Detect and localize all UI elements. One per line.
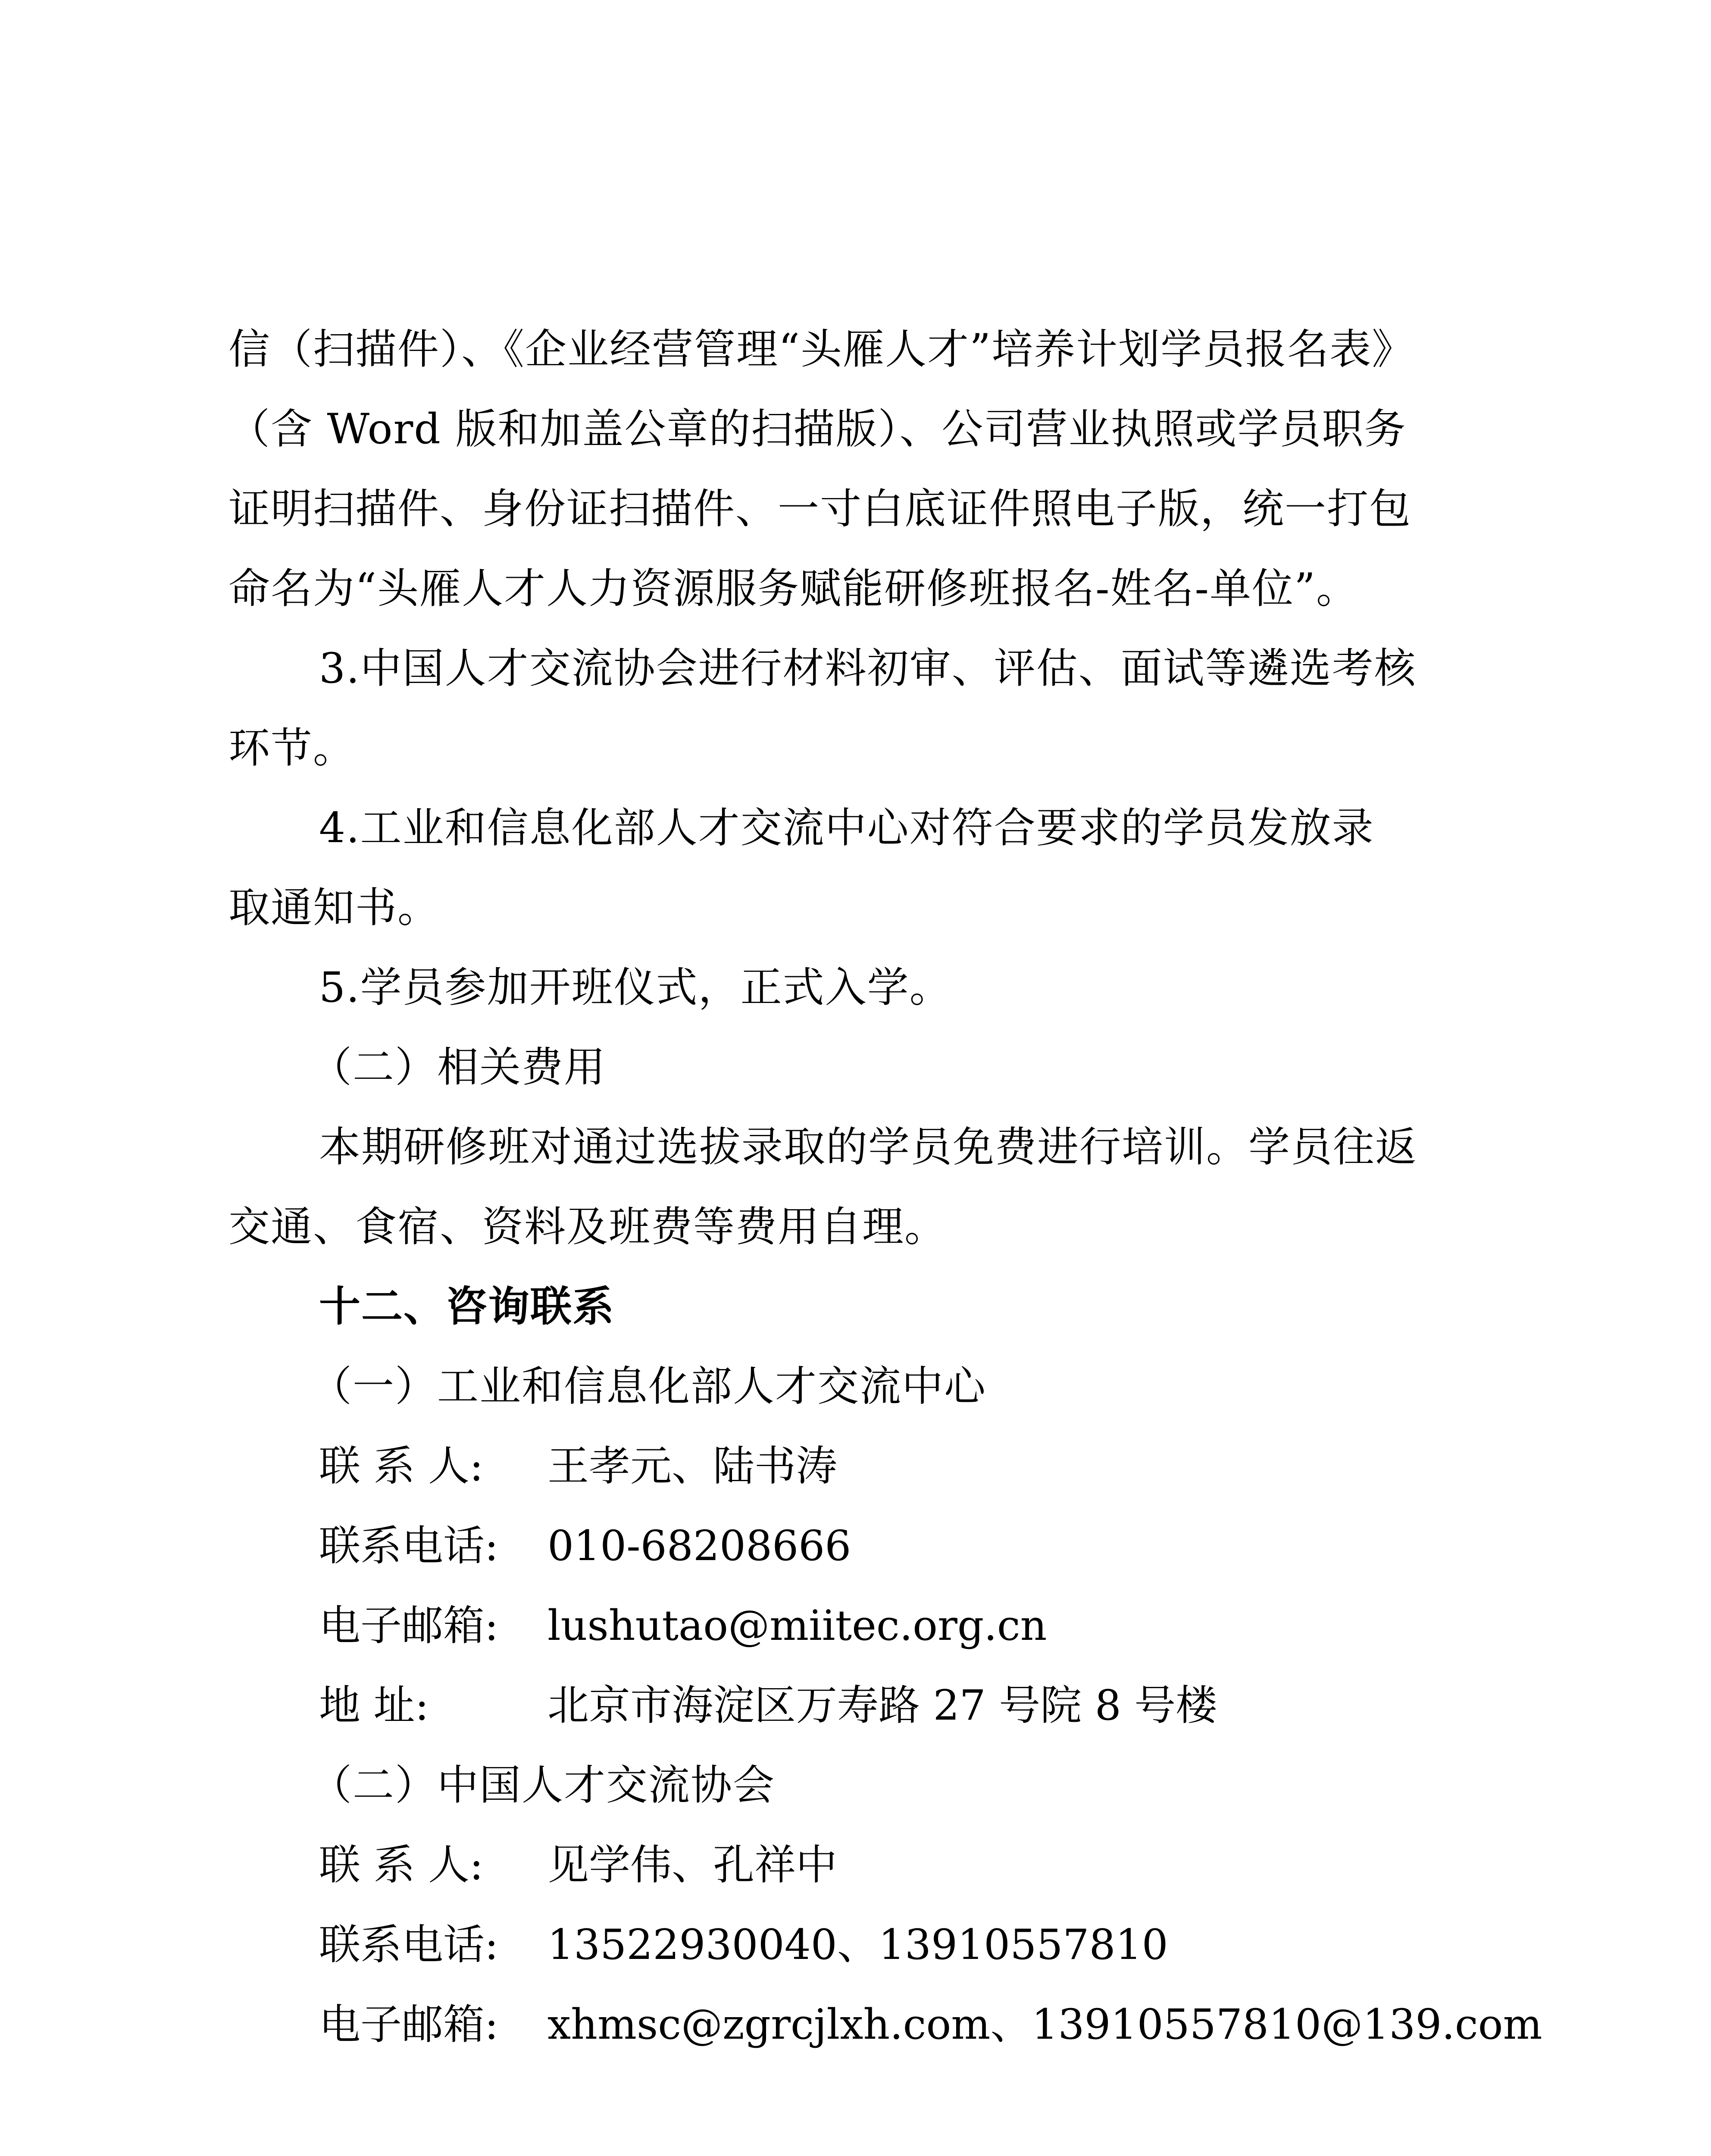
contact-label: 电子邮箱: [319, 2000, 499, 2049]
paragraph-line: 3.中国人才交流协会进行材料初审、评估、面试等遴选考核 [319, 644, 1417, 693]
contact-row [319, 1921, 1168, 1968]
contact-label: 地 址: [319, 1681, 429, 1730]
contact-label: 联 系 人: [319, 1841, 484, 1889]
contact-row [319, 2001, 1542, 2048]
paragraph-line: 4.工业和信息化部人才交流中心对符合要求的学员发放录 [319, 804, 1374, 852]
contact-label: 联系电话: [319, 1522, 499, 1570]
paragraph-line: 本期研修班对通过选拔录取的学员免费进行培训。学员往返 [319, 1123, 1417, 1171]
contact-label: 电子邮箱: [319, 1601, 499, 1650]
contact-label: 联 系 人: [319, 1442, 484, 1490]
contact-value: 见学伟、孔祥中 [547, 1841, 837, 1889]
section-heading: 十二、咨询联系 [319, 1282, 615, 1331]
paragraph-line: 环节。 [228, 724, 355, 772]
sub-heading: （二）相关费用 [310, 1043, 606, 1091]
contact-row [319, 1682, 1217, 1729]
contact-group-title: （二）中国人才交流协会 [310, 1761, 775, 1809]
contact-value: 010-68208666 [547, 1522, 851, 1570]
contact-row [319, 1841, 837, 1889]
contact-group-title: （一）工业和信息化部人才交流中心 [310, 1362, 986, 1410]
paragraph-line: 5.学员参加开班仪式，正式入学。 [319, 963, 952, 1012]
paragraph-line: 交通、食宿、资料及班费等费用自理。 [228, 1203, 947, 1251]
contact-value: lushutao@miitec.org.cn [547, 1601, 1047, 1650]
contact-value: 13522930040、13910557810 [547, 1921, 1168, 1969]
contact-value: 王孝元、陆书涛 [547, 1442, 837, 1490]
paragraph-line: 信（扫描件）、《企业经营管理“头雁人才”培养计划学员报名表》 [228, 325, 1414, 373]
contact-value: 北京市海淀区万寿路 27 号院 8 号楼 [547, 1681, 1217, 1730]
contact-row [319, 1602, 1047, 1649]
contact-row [319, 1442, 837, 1490]
contact-label: 联系电话: [319, 1921, 499, 1969]
contact-row [319, 1522, 851, 1570]
paragraph-line: （含 Word 版和加盖公章的扫描版）、公司营业执照或学员职务 [228, 405, 1407, 453]
contact-value: xhmsc@zgrcjlxh.com、13910557810@139.com [547, 2000, 1542, 2049]
paragraph-line: 命名为“头雁人才人力资源服务赋能研修班报名-姓名-单位”。 [228, 564, 1359, 613]
paragraph-line: 取通知书。 [228, 884, 440, 932]
paragraph-line: 证明扫描件、身份证扫描件、一寸白底证件照电子版，统一打包 [228, 485, 1411, 533]
